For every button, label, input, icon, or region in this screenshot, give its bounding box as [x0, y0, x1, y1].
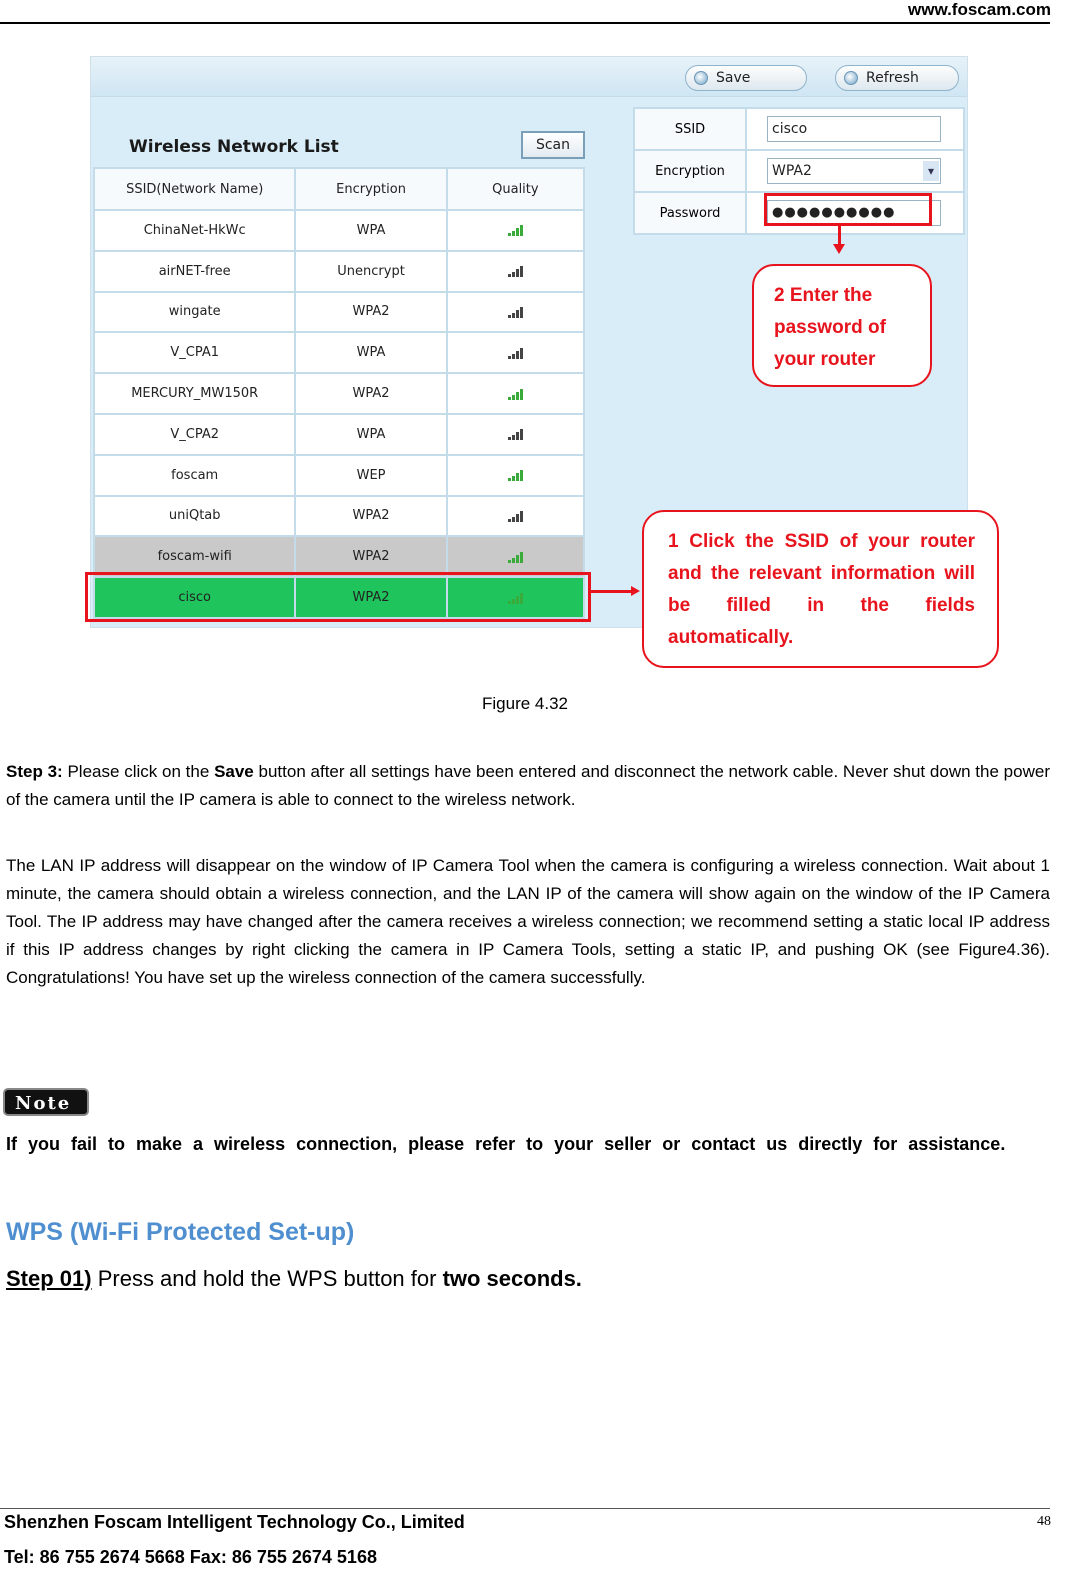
- ssid-cell: foscam: [94, 455, 295, 496]
- signal-icon: [508, 347, 523, 359]
- signal-icon: [508, 306, 523, 318]
- table-row[interactable]: [94, 210, 584, 251]
- signal-icon: [508, 265, 523, 277]
- table-row[interactable]: [94, 373, 584, 414]
- table-row[interactable]: [94, 251, 584, 292]
- ssid-cell: airNET-free: [94, 251, 295, 292]
- encryption-cell: WEP: [295, 455, 446, 496]
- signal-icon: [508, 388, 523, 400]
- encryption-cell: WPA: [295, 414, 446, 455]
- quality-cell: [447, 414, 584, 455]
- ssid-cell: MERCURY_MW150R: [94, 373, 295, 414]
- ssid-input[interactable]: cisco: [767, 116, 941, 142]
- header-rule: [0, 22, 1050, 24]
- table-row[interactable]: [94, 496, 584, 537]
- wireless-network-table: [93, 167, 585, 619]
- header-ssid: SSID(Network Name): [94, 168, 295, 210]
- quality-cell: [447, 455, 584, 496]
- save-button[interactable]: [685, 65, 807, 91]
- arrow-to-callout-2: [838, 226, 841, 246]
- ssid-cell: wingate: [94, 292, 295, 333]
- encryption-cell: Unencrypt: [295, 251, 446, 292]
- note-text: If you fail to make a wireless connection, please refer to your seller or contact us directly for assistance.: [6, 1134, 1006, 1154]
- page-number: 48: [1037, 1514, 1051, 1529]
- callout-click-ssid: 1 Click the SSID of your router and the relevant information will be filled in the fields automatically.: [642, 510, 999, 668]
- step3-paragraph: Step 3: Please click on the Save button after all settings have been entered and disconnect the network cable. Never shut down the power of the camera until the IP camera is able to connect to the wireless network.: [6, 762, 1050, 809]
- encryption-cell: WPA: [295, 210, 446, 251]
- quality-cell: [447, 251, 584, 292]
- step3-label: Step 3:: [6, 762, 63, 781]
- ssid-cell: V_CPA1: [94, 332, 295, 373]
- ssid-cell: V_CPA2: [94, 414, 295, 455]
- signal-icon: [508, 224, 523, 236]
- encryption-select[interactable]: WPA2 ▾: [767, 158, 941, 184]
- ssid-cell: cisco: [94, 577, 295, 618]
- footer-contact: Tel: 86 755 2674 5668 Fax: 86 755 2674 5168: [4, 1547, 377, 1567]
- toolbar: [91, 57, 967, 97]
- quality-cell: [447, 292, 584, 333]
- encryption-cell: WPA2: [295, 536, 446, 577]
- table-row[interactable]: [94, 292, 584, 333]
- save-icon: [694, 71, 708, 85]
- wps-section-title: WPS (Wi-Fi Protected Set-up): [6, 1218, 355, 1246]
- arrow-head-right-icon: [631, 586, 640, 596]
- save-label: Save: [716, 70, 751, 86]
- ssid-cell: foscam-wifi: [94, 536, 295, 577]
- refresh-label: Refresh: [866, 70, 919, 86]
- quality-cell: [447, 210, 584, 251]
- password-input[interactable]: ●●●●●●●●●●: [767, 200, 941, 226]
- encryption-label: Encryption: [634, 150, 746, 192]
- cisco-row-highlight: [85, 572, 591, 622]
- lan-ip-paragraph: The LAN IP address will disappear on the window of IP Camera Tool when the camera is configuring a wireless connection. Wait about 1 minute, the camera should obtain a wireless connection, and the LAN IP of the camera will show again on the window of the IP Camera Tool. The IP address may have changed after the camera receives a wireless connection; we recommend setting a static local IP address if this IP address changes by right clicking the camera in IP Camera Tools, setting a static IP, and pushing OK (see Figure4.36). Congratulations! You have set up the wireless connection of the camera successfully.: [6, 856, 1050, 987]
- encryption-cell: WPA2: [295, 373, 446, 414]
- password-highlight: [764, 193, 932, 226]
- quality-cell: [447, 496, 584, 537]
- password-label: Password: [634, 192, 746, 234]
- refresh-icon: [844, 71, 858, 85]
- wps-step-01: Step 01) Press and hold the WPS button for two seconds.: [6, 1266, 582, 1291]
- ssid-cell: ChinaNet-HkWc: [94, 210, 295, 251]
- table-row[interactable]: [94, 332, 584, 373]
- footer-rule: [0, 1508, 1050, 1509]
- arrow-head-down-icon: [833, 244, 845, 254]
- figure-caption: Figure 4.32: [482, 694, 568, 713]
- scan-button[interactable]: Scan: [521, 131, 585, 159]
- site-url[interactable]: www.foscam.com: [908, 0, 1051, 19]
- quality-cell: [447, 332, 584, 373]
- wireless-list-title: Wireless Network List: [129, 137, 339, 157]
- note-tag: Note: [3, 1088, 89, 1116]
- footer-company: Shenzhen Foscam Intelligent Technology Co., Limited: [4, 1512, 465, 1532]
- save-word: Save: [214, 762, 254, 781]
- table-row[interactable]: [94, 455, 584, 496]
- refresh-button[interactable]: [835, 65, 959, 91]
- quality-cell: [447, 373, 584, 414]
- table-row[interactable]: [94, 414, 584, 455]
- table-header-row: [94, 168, 584, 210]
- callout-enter-password: 2 Enter the password of your router: [752, 264, 932, 387]
- encryption-cell: WPA: [295, 332, 446, 373]
- encryption-cell: WPA2: [295, 496, 446, 537]
- encryption-cell: WPA2: [295, 577, 446, 618]
- signal-icon: [508, 428, 523, 440]
- encryption-cell: WPA2: [295, 292, 446, 333]
- ssid-cell: uniQtab: [94, 496, 295, 537]
- header-quality: Quality: [447, 168, 584, 210]
- ssid-label: SSID: [634, 108, 746, 150]
- signal-icon: [508, 510, 523, 522]
- signal-icon: [508, 469, 523, 481]
- signal-icon: [508, 551, 523, 563]
- arrow-to-callout-1: [591, 590, 633, 593]
- header-encryption: Encryption: [295, 168, 446, 210]
